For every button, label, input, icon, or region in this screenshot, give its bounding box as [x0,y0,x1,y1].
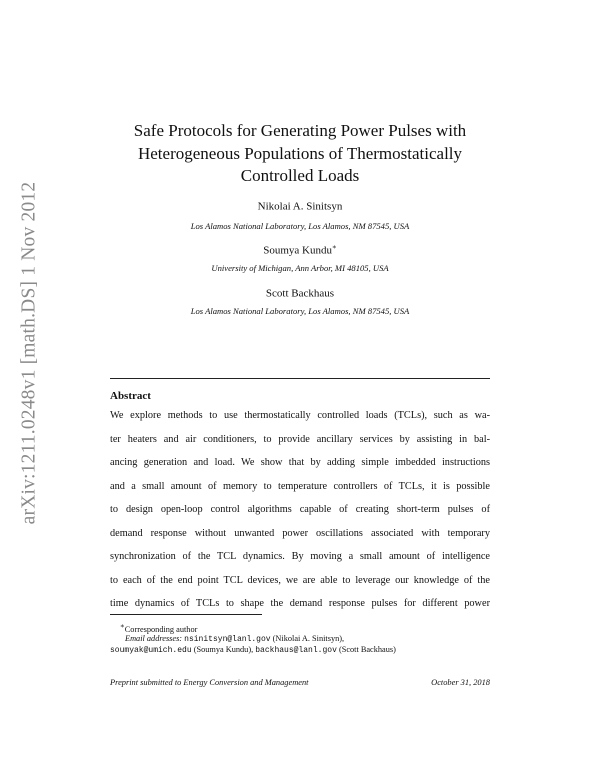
email-link[interactable]: soumyak@umich.edu [110,646,192,655]
author-affiliation: Los Alamos National Laboratory, Los Alamos, NM 87545, USA [190,221,410,231]
email-link[interactable]: nsinitsyn@lanl.gov [184,635,271,644]
abstract-line: and a small amount of memory to temperature controllers of TCLs, it is possible [110,480,490,492]
email-link[interactable]: backhaus@lanl.gov [255,646,337,655]
title-line: Safe Protocols for Generating Power Pulses with [133,121,467,140]
arxiv-identifier-text: arXiv:1211.0248v1 [math.DS] 1 Nov 2012 [18,181,39,525]
abstract-line: time dynamics of TCLs to shape the demand response pulses for different power [110,598,490,609]
author-name: Nikolai A. Sinitsyn [257,200,343,213]
footnote-mark: ∗ [120,622,125,630]
title-line: Controlled Loads [240,166,360,185]
paper-title [90,120,510,188]
abstract-line: demand response without unwanted power oscillations associated with temporary [110,527,490,539]
footnote-rule [110,614,262,615]
abstract-line: to design open-loop control algorithms capable of creating short-term pulses of [110,504,490,515]
abstract-line: ter heaters and air conditioners, to provide ancillary services by assisting in bal- [110,433,490,445]
abstract-heading: Abstract [110,390,151,402]
author-affiliation: Los Alamos National Laboratory, Los Alamos, NM 87545, USA [190,306,410,316]
corresponding-author-mark: ∗ [331,243,337,251]
email-owner: (Soumya Kundu), [193,645,254,654]
email-label: Email addresses: [125,634,183,643]
email-owner: (Scott Backhaus) [338,645,396,654]
author-name: Soumya Kundu∗ [263,243,337,257]
abstract-line: synchronization of the TCL dynamics. By moving a small amount of intelligence [110,551,490,562]
arxiv-identifier-stamp [6,118,52,588]
email-footnote-line [110,644,396,656]
abstract-top-rule [110,378,490,379]
abstract-line: We explore methods to use thermostatically controlled loads (TCLs), such as wa- [110,410,490,421]
preprint-note: Preprint submitted to Energy Conversion and Management [110,678,309,687]
abstract-line: ancing generation and load. We show that by adding simple imbedded instructions [110,457,490,468]
preprint-date: October 31, 2018 [431,678,490,687]
abstract-line: to each of the end point TCL devices, we are able to leverage our knowledge of the [110,574,490,586]
author-affiliation: University of Michigan, Ann Arbor, MI 48105, USA [211,263,389,273]
title-line: Heterogeneous Populations of Thermostatically [137,143,463,163]
corresponding-author-footnote: ∗Corresponding author [120,622,198,634]
author-name: Scott Backhaus [265,287,335,300]
email-owner: (Nikolai A. Sinitsyn), [272,634,345,643]
